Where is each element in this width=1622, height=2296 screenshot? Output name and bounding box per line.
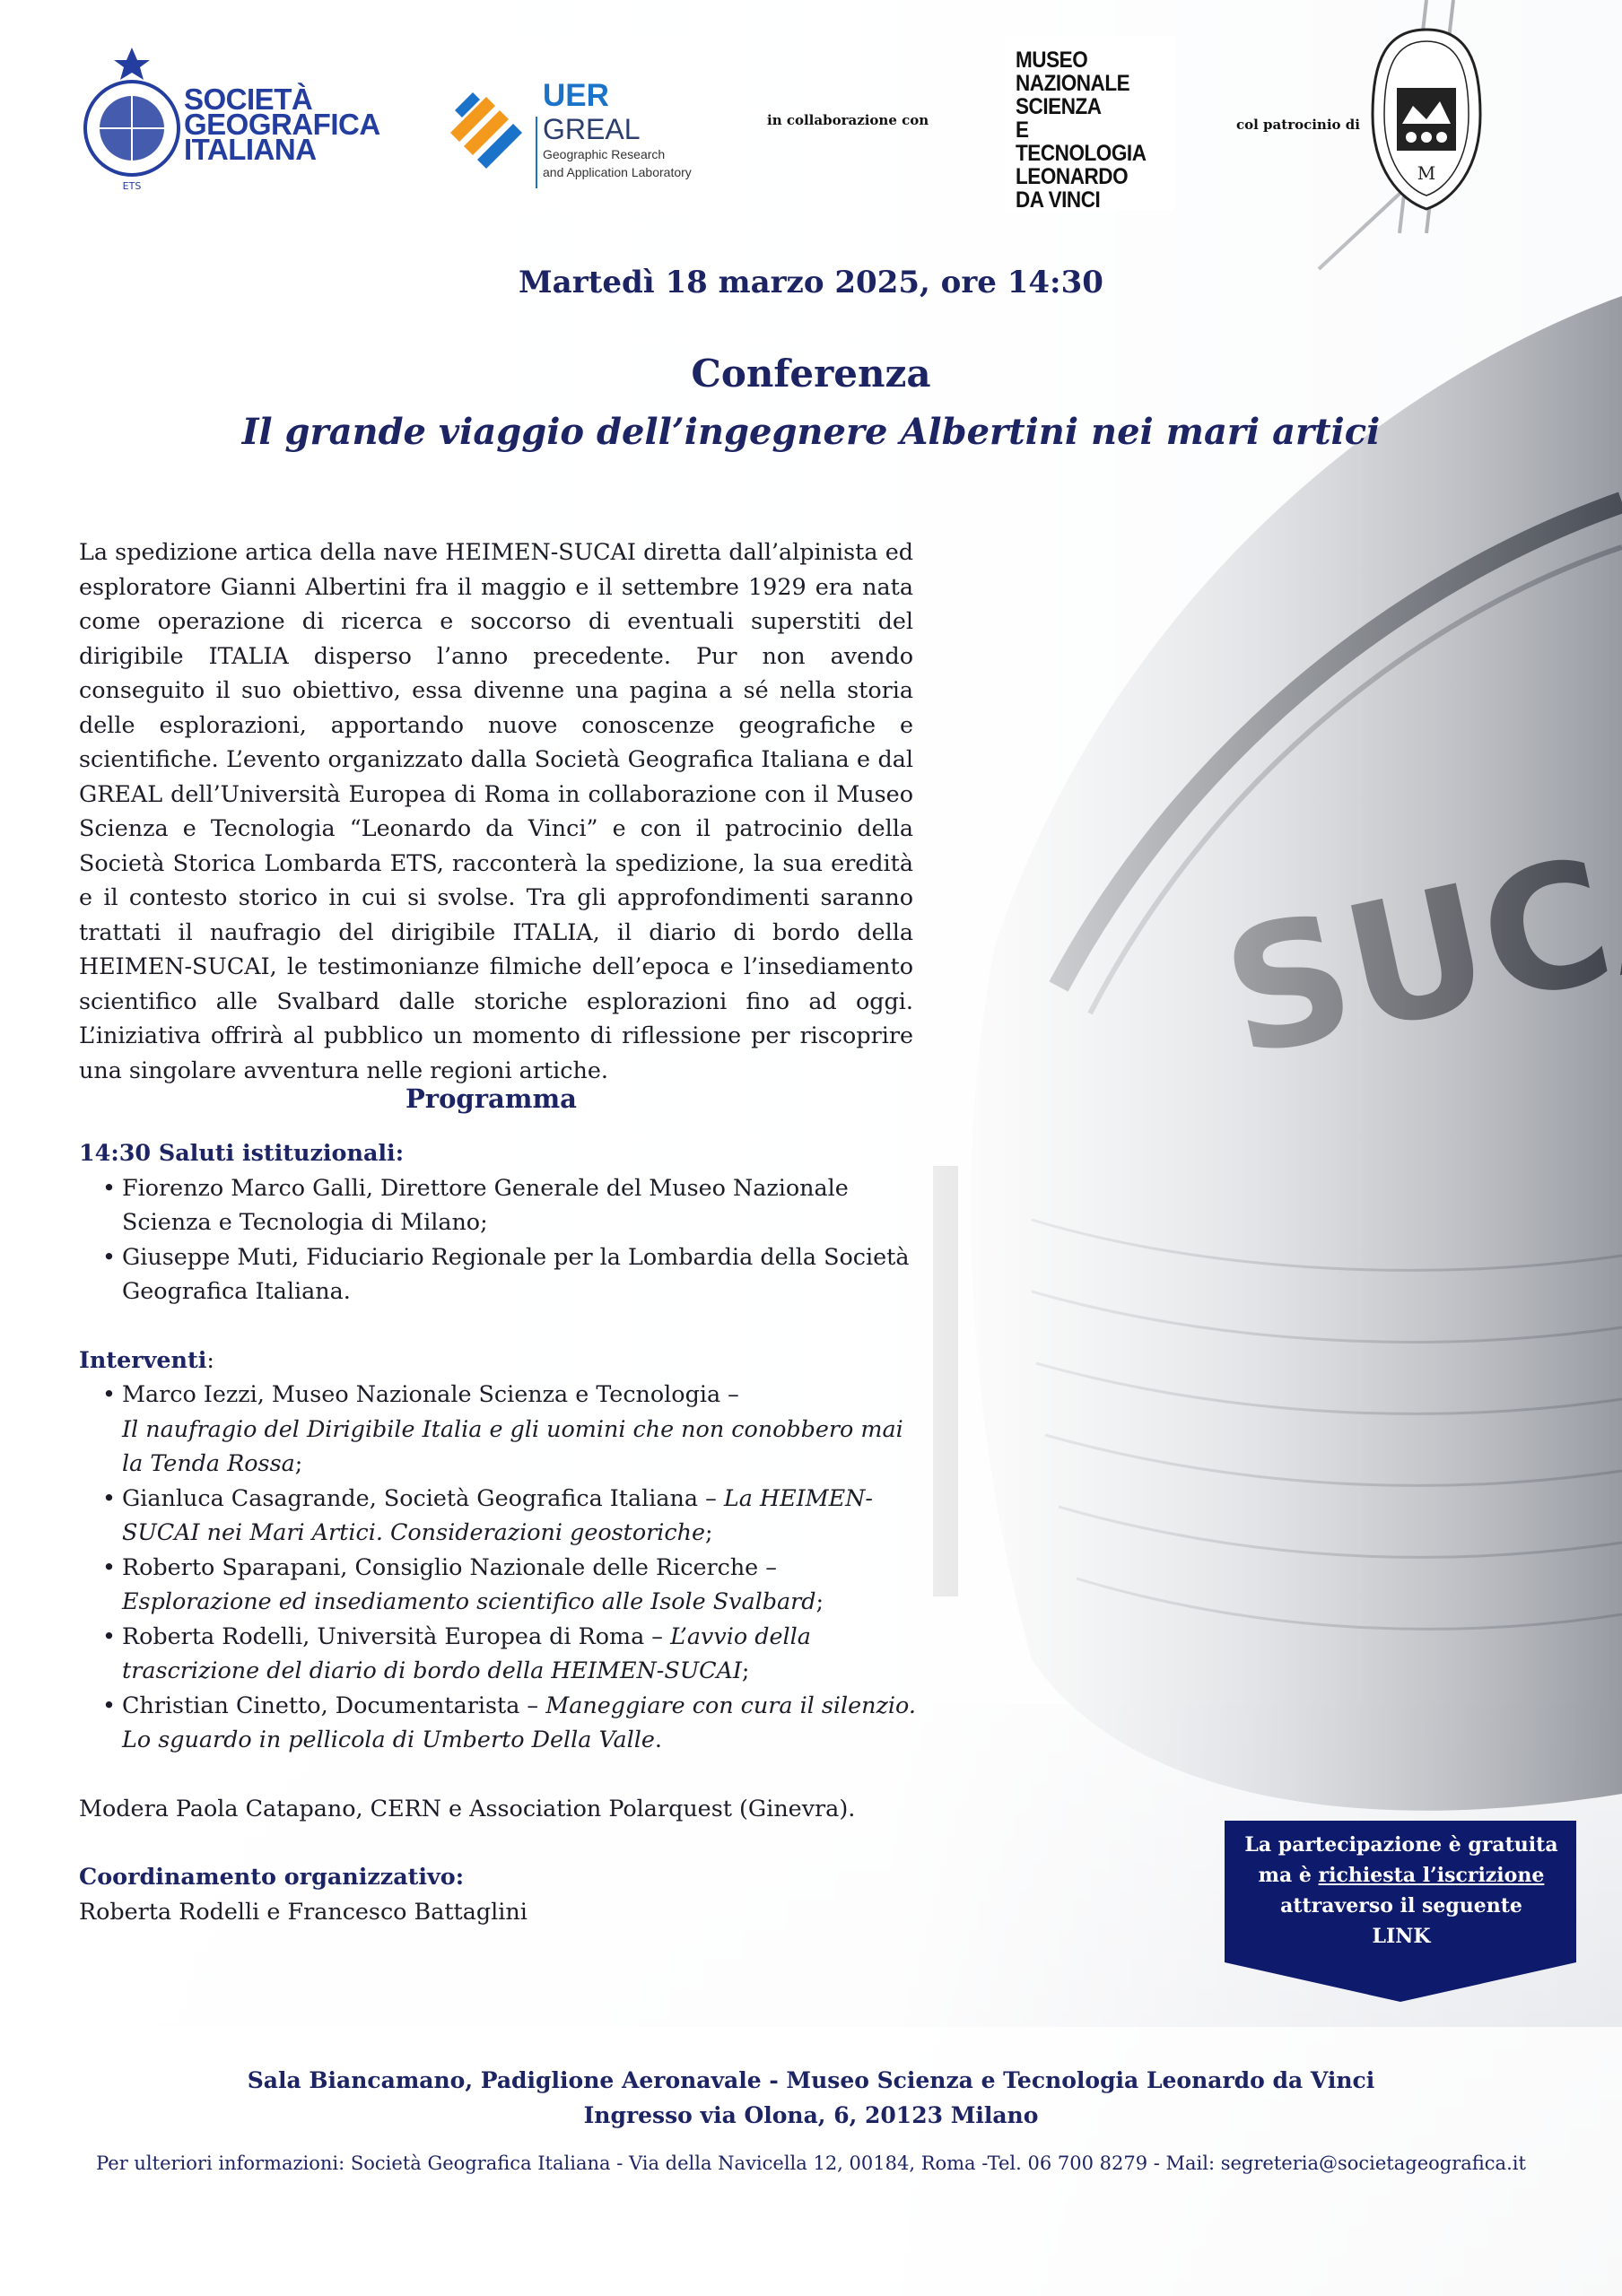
interventi-heading-label: Interventi xyxy=(79,1345,207,1373)
registration-text-part: La partecipazione è gratuita ma è xyxy=(1244,1833,1558,1887)
speaker-name: Marco Iezzi, Museo Nazionale Scienza e Tecnologia – xyxy=(122,1380,739,1407)
interventi-list xyxy=(79,1377,922,1757)
saluti-list xyxy=(79,1170,922,1309)
interventi-heading-colon: : xyxy=(206,1345,214,1373)
program-section xyxy=(79,1135,922,1928)
speaker-name: Gianluca Casagrande, Società Geografica Italiana – xyxy=(122,1483,717,1511)
sgi-wordmark xyxy=(184,83,380,166)
list-item: • Giuseppe Muti, Fiduciario Regionale per la Lombardia della Società Geografica Italiana. xyxy=(122,1239,922,1309)
uer-greal-mark-icon xyxy=(446,83,531,182)
sgi-logo xyxy=(76,40,380,197)
registration-text xyxy=(1244,1830,1558,1952)
moderator-line: Modera Paola Catapano, CERN e Association Polarquest (Ginevra). xyxy=(79,1794,856,1822)
sgi-wordmark-line: GEOGRAFICA xyxy=(184,108,380,141)
list-item xyxy=(122,1619,922,1688)
venue-line: Sala Biancamano, Padiglione Aeronavale - Museo Scienza e Tecnologia Leonardo da Vinci xyxy=(247,2067,1375,2093)
talk-title: L’avvio della trascrizione del diario di bordo della HEIMEN-SUCAI xyxy=(122,1622,811,1683)
museo-logo-line: E TECNOLOGIA xyxy=(1016,117,1147,166)
registration-link[interactable]: richiesta l’iscrizione xyxy=(1318,1864,1545,1887)
svg-text:ETS: ETS xyxy=(122,180,142,192)
sgi-globe-seal-icon xyxy=(76,40,188,197)
list-item xyxy=(122,1688,922,1757)
registration-callout xyxy=(1225,1821,1576,2002)
speaker-name: Roberto Sparapani, Consiglio Nazionale delle Ricerche – xyxy=(122,1552,777,1580)
punctuation: ; xyxy=(741,1657,750,1683)
uer-wordmark xyxy=(543,78,692,180)
coordination-heading: Coordinamento organizzativo: xyxy=(79,1863,465,1890)
sgi-wordmark-line: SOCIETÀ xyxy=(184,83,313,116)
list-item xyxy=(122,1377,922,1481)
event-title: Il grande viaggio dell’ingegnere Albertini nei mari artici xyxy=(241,411,1381,453)
list-item: • Fiorenzo Marco Galli, Direttore Generale del Museo Nazionale Scienza e Tecnologia di Milano; xyxy=(122,1170,922,1239)
uer-divider xyxy=(536,117,537,188)
list-item xyxy=(122,1550,922,1619)
event-date: Martedì 18 marzo 2025, ore 14:30 xyxy=(519,265,1103,300)
museo-logo-line: NAZIONALE xyxy=(1016,71,1130,96)
museo-logo-line: MUSEO xyxy=(1016,48,1088,73)
uer-subtitle: GREAL xyxy=(543,113,641,145)
registration-link-label[interactable]: LINK xyxy=(1372,1925,1431,1948)
venue-address: Ingresso via Olona, 6, 20123 Milano xyxy=(583,2102,1039,2128)
list-item xyxy=(122,1481,922,1550)
talk-title: Esplorazione ed insediamento scientifico alle Isole Svalbard xyxy=(122,1587,816,1614)
interventi-heading xyxy=(79,1343,922,1378)
event-description: La spedizione artica della nave HEIMEN-SUCAI diretta dall’alpinista ed esploratore Gianni Albertini fra il maggio e il settembre 1929 era nata come operazione di ricerca e soccorso di eventuali superstiti del dirigibile ITALIA disperso l’anno precedente. Pur non avendo conseguito il suo obiettivo, essa divenne una pagina a sé nella storia delle esplorazioni, apportando nuove conoscenze geografiche e scientifiche. L’evento organizzato dalla Società Geografica Italiana e dal GREAL dell’Università Europea di Roma in collaborazione con il Museo Scienza e Tecnologia “Leonardo da Vinci” e con il patrocinio della Società Storica Lombarda ETS, racconterà la spedizione, la sua eredità e il contesto storico in cui si svolse. Tra gli approfondimenti saranno trattati il naufragio del dirigibile ITALIA, il diario di bordo della HEIMEN-SUCAI, le testimonianze filmiche dell’epoca e l’insediamento scientifico alle Svalbard dalle storiche esplorazioni fino ad oggi. L’iniziativa offrirà al pubblico un momento di riflessione per riscoprire una singolare avventura nelle regioni artiche. xyxy=(79,538,913,1083)
venue-info xyxy=(0,2063,1622,2133)
museo-logo-line: DA VINCI xyxy=(1016,187,1101,213)
saluti-heading: 14:30 Saluti istituzionali: xyxy=(79,1139,405,1166)
patronage-label: col patrocinio di xyxy=(1236,117,1360,133)
punctuation: ; xyxy=(815,1587,824,1614)
event-type: Conferenza xyxy=(691,352,931,396)
collaboration-label: in collaborazione con xyxy=(767,112,929,128)
punctuation: ; xyxy=(294,1449,303,1476)
talk-title: La HEIMEN-SUCAI nei Mari Artici. Considerazioni geostoriche xyxy=(122,1483,873,1545)
registration-text-part: attraverso il seguente xyxy=(1280,1894,1522,1918)
sgi-wordmark-line: ITALIANA xyxy=(184,133,317,166)
societa-storica-lombarda-crest-icon xyxy=(1368,25,1485,213)
talk-title: Il naufragio del Dirigibile Italia e gli uomini che non conobbero mai la Tenda Rossa xyxy=(122,1414,903,1476)
speaker-name: Christian Cinetto, Documentarista – xyxy=(122,1691,539,1718)
museo-logo-line: SCIENZA xyxy=(1016,94,1102,119)
speaker-name: Roberta Rodelli, Università Europea di Roma – xyxy=(122,1622,663,1649)
talk-title: Maneggiare con cura il silenzio. Lo sguardo in pellicola di Umberto Della Valle xyxy=(122,1691,916,1752)
museo-scienza-logo xyxy=(1005,36,1175,211)
svg-text:M: M xyxy=(1417,162,1436,184)
program-title: Programma xyxy=(406,1083,577,1114)
uer-description: and Application Laboratory xyxy=(543,165,692,179)
footer-contact-info: Per ulteriori informazioni: Società Geografica Italiana - Via della Navicella 12, 00184, Roma -Tel. 06 700 8279 - Mail: segreteria@societageografica.it xyxy=(96,2152,1526,2174)
punctuation: . xyxy=(654,1726,662,1752)
uer-description: Geographic Research xyxy=(543,147,666,161)
coordination-names: Roberta Rodelli e Francesco Battaglini xyxy=(79,1897,528,1925)
punctuation: ; xyxy=(705,1518,713,1545)
uer-greal-logo xyxy=(426,40,722,211)
uer-title: UER xyxy=(543,78,609,113)
museo-logo-line: LEONARDO xyxy=(1016,164,1129,189)
